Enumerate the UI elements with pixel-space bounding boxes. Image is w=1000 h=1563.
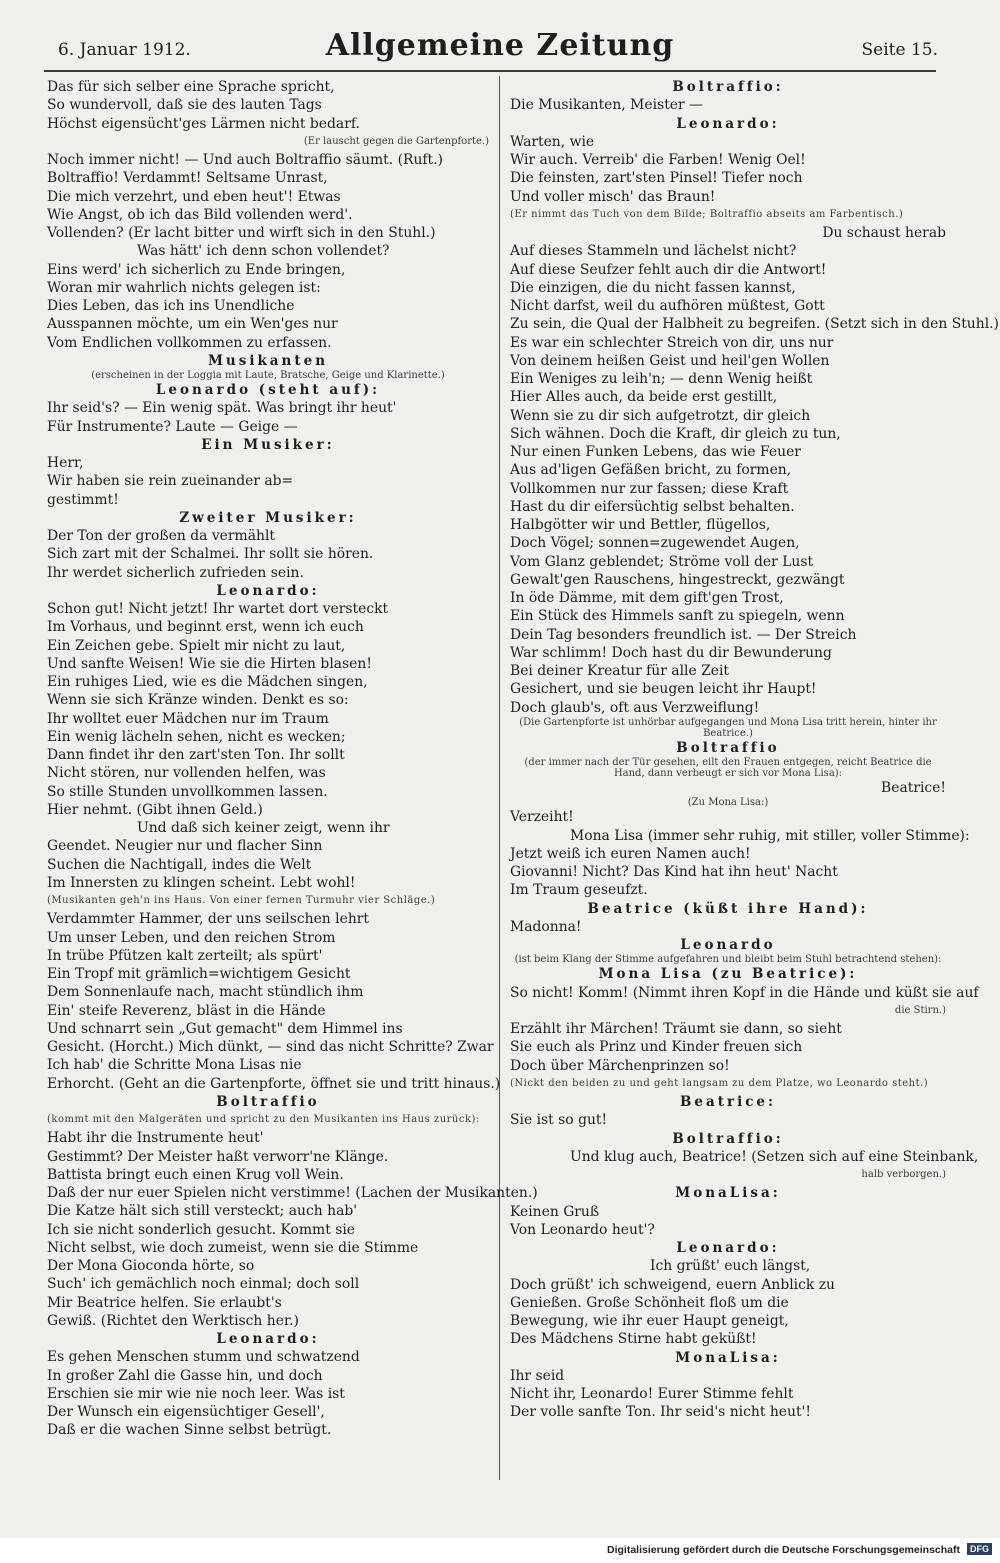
verse-line: Doch grüßt' ich schweigend, euern Anblick zu bbox=[510, 1276, 836, 1293]
verse-line: Hier Alles auch, da beide erst gestillt, bbox=[510, 389, 778, 406]
verse-line: Die mich verzehrt, und eben heut'! Etwas bbox=[47, 188, 341, 205]
verse-line: Nur einen Funken Lebens, das wie Feuer bbox=[510, 444, 801, 460]
verse-line: Keinen Gruß bbox=[510, 1203, 600, 1220]
verse-line: Vom Glanz geblendet; Ströme voll der Lust bbox=[510, 553, 814, 570]
dfg-logo: DFG bbox=[967, 1543, 992, 1555]
verse-line: Auf diese Seufzer fehlt auch dir die Antwort! bbox=[510, 261, 827, 278]
verse-line: In trübe Pfützen kalt zerteilt; als spürt' bbox=[47, 947, 323, 964]
verse-line: Gewiß. (Richtet den Werktisch her.) bbox=[47, 1312, 299, 1329]
verse-line: Ihr werdet sicherlich zufrieden sein. bbox=[47, 564, 304, 581]
verse-line: Und schnarrt sein „Gut gemacht" dem Himmel ins bbox=[47, 1020, 403, 1037]
verse-line: Erhorcht. (Geht an die Gartenpforte, öffnet sie und tritt hinaus.) bbox=[47, 1075, 501, 1092]
verse-line: Im Traum geseufzt. bbox=[510, 882, 648, 899]
verse-line: Ausspannen möchte, um ein Wen'ges nur bbox=[47, 316, 338, 333]
issue-date: 6. Januar 1912. bbox=[58, 40, 191, 60]
verse-line: Daß der nur euer Spielen nicht verstimme! (Lachen der Musikanten.) bbox=[47, 1185, 538, 1201]
verse-line: Nicht darfst, weil du aufhören müßtest, Gott bbox=[510, 298, 825, 314]
verse-line: Der volle sanfte Ton. Ihr seid's nicht heut'! bbox=[510, 1404, 811, 1421]
right-column bbox=[510, 78, 999, 1422]
verse-line: Es war ein schlechter Streich von dir, uns nur bbox=[510, 334, 834, 351]
verse-line: Boltraffio! Verdammt! Seltsame Unrast, bbox=[47, 170, 328, 187]
verse-line: Bewegung, wie ihr euer Haupt geneigt, bbox=[510, 1313, 789, 1329]
verse-line: Habt ihr die Instrumente heut' bbox=[47, 1130, 264, 1147]
verse-line: Zu sein, die Qual der Halbheit zu begreifen. (Setzt sich in den Stuhl.) bbox=[510, 316, 999, 333]
verse-line: Die Musikanten, Meister — bbox=[510, 97, 703, 114]
verse-line: Wenn sie sich Kränze winden. Denkt es so: bbox=[47, 692, 349, 709]
footer-bar bbox=[0, 1538, 1000, 1563]
speaker-name: Boltraffio: bbox=[672, 1130, 784, 1147]
verse-line: Nicht selbst, wie doch zumeist, wenn sie die Stimme bbox=[47, 1239, 419, 1256]
verse-line: gestimmt! bbox=[47, 491, 119, 508]
verse-line: Gestimmt? Der Meister haßt verworr'ne Klänge. bbox=[47, 1148, 389, 1165]
verse-line: Wenn sie zu dir sich aufgetrotzt, dir gleich bbox=[510, 407, 811, 424]
speaker-name: Leonardo bbox=[680, 937, 776, 953]
newspaper-title: Allgemeine Zeitung bbox=[325, 28, 675, 63]
verse-line: Sie ist so gut! bbox=[510, 1112, 608, 1129]
verse-line: So nicht! Komm! (Nimmt ihren Kopf in die Hände und küßt sie auf bbox=[510, 984, 979, 1001]
verse-line: Suchen die Nachtigall, indes die Welt bbox=[47, 856, 312, 873]
verse-line: Vom Endlichen vollkommen zu erfassen. bbox=[47, 334, 332, 351]
stage-direction: die Stirn.) bbox=[894, 1004, 946, 1016]
verse-line: Wir auch. Verreib' die Farben! Wenig Oel! bbox=[510, 152, 806, 168]
speaker-name: Zweiter Musiker: bbox=[179, 509, 357, 526]
speaker-name: Boltraffio bbox=[216, 1093, 320, 1110]
verse-line: Genießen. Große Schönheit floß um die bbox=[510, 1294, 789, 1311]
verse-line: Eins werd' ich sicherlich zu Ende bringen, bbox=[47, 261, 346, 278]
verse-line: Ein' steife Reverenz, bläst in die Hände bbox=[47, 1002, 326, 1019]
verse-line: Gesichert, und sie beugen leicht ihr Haupt! bbox=[510, 681, 817, 698]
verse-line: Was hätt' ich denn schon vollendet? bbox=[137, 243, 390, 260]
verse-line: Such' ich gemächlich noch einmal; doch soll bbox=[47, 1276, 360, 1293]
verse-line: War schlimm! Doch hast du dir Bewunderung bbox=[510, 644, 832, 661]
verse-line: Beatrice! bbox=[881, 780, 946, 796]
verse-line: Daß er die wachen Sinne selbst betrügt. bbox=[47, 1422, 332, 1439]
verse-line: Vollkommen nur zur fassen; diese Kraft bbox=[510, 480, 789, 497]
stage-direction: (Er nimmt das Tuch von dem Bilde; Boltraffio abseits am Farbentisch.) bbox=[510, 208, 904, 220]
verse-line: Schon gut! Nicht jetzt! Ihr wartet dort versteckt bbox=[47, 601, 389, 617]
verse-line: Dies Leben, das ich ins Unendliche bbox=[47, 298, 295, 314]
verse-line: Ein Zeichen gebe. Spielt mir nicht zu laut, bbox=[47, 637, 346, 654]
stage-direction: (Musikanten geh'n ins Haus. Von einer fernen Turmuhr vier Schläge.) bbox=[47, 895, 436, 906]
verse-line: Ihr seid bbox=[510, 1367, 565, 1384]
speaker-name: Boltraffio: bbox=[672, 79, 784, 95]
left-column bbox=[47, 78, 538, 1440]
verse-line: Geendet. Neugier nur und flacher Sinn bbox=[47, 838, 323, 855]
verse-line: Sich wähnen. Doch die Kraft, dir gleich zu tun, bbox=[510, 425, 841, 442]
speaker-name: MonaLisa: bbox=[675, 1349, 781, 1366]
verse-line: Sich zart mit der Schalmei. Ihr sollt sie hören. bbox=[47, 546, 374, 563]
verse-line: Ein ruhiges Lied, wie es die Mädchen singen, bbox=[47, 674, 368, 690]
verse-line: Giovanni! Nicht? Das Kind hat ihn heut' Nacht bbox=[510, 864, 838, 880]
verse-line: Auf dieses Stammeln und lächelst nicht? bbox=[510, 243, 797, 260]
speaker-name: Ein Musiker: bbox=[201, 436, 335, 453]
verse-line: Dein Tag besonders freundlich ist. — Der Streich bbox=[510, 626, 857, 643]
verse-line: Des Mädchens Stirne habt geküßt! bbox=[510, 1331, 757, 1348]
verse-line: Im Vorhaus, und beginnt erst, wenn ich euch bbox=[47, 619, 364, 636]
stage-direction: (Die Gartenpforte ist unhörbar aufgegangen und Mona Lisa tritt herein, hinter ihr Beatrice.) bbox=[519, 716, 937, 739]
verse-line: Vollenden? (Er lacht bitter und wirft sich in den Stuhl.) bbox=[47, 225, 436, 241]
verse-line: Doch Vögel; sonnen=zugewendet Augen, bbox=[510, 535, 800, 552]
stage-direction: halb verborgen.) bbox=[861, 1169, 946, 1180]
speaker-name: Leonardo: bbox=[676, 1240, 780, 1256]
verse-line: Mona Lisa (immer sehr ruhig, mit stiller, voller Stimme): bbox=[570, 827, 970, 844]
verse-line: Verzeiht! bbox=[510, 809, 574, 826]
speaker-name: Beatrice (küßt ihre Hand): bbox=[587, 900, 869, 917]
verse-line: In öde Dämme, mit dem gift'gen Trost, bbox=[510, 590, 784, 606]
verse-line: Und sanfte Weisen! Wie sie die Hirten blasen! bbox=[47, 655, 372, 672]
verse-line: Warten, wie bbox=[510, 133, 595, 150]
verse-line: Ihr seid's? — Ein wenig spät. Was bringt ihr heut' bbox=[47, 400, 397, 417]
verse-line: Das für sich selber eine Sprache spricht, bbox=[47, 79, 335, 95]
stage-direction: (der immer nach der Tür gesehen, eilt den Frauen entgegen, reicht Beatrice die Hand, dann verbeugt er sich vor Mona Lisa): bbox=[524, 757, 932, 779]
verse-line: Ich grüßt' euch längst, bbox=[650, 1258, 811, 1275]
verse-line: Verdammter Hammer, der uns seilschen lehrt bbox=[47, 911, 369, 928]
speaker-name: Mona Lisa (zu Beatrice): bbox=[598, 966, 858, 983]
verse-line: Die feinsten, zart'sten Pinsel! Tiefer noch bbox=[510, 170, 803, 187]
verse-line: Ich hab' die Schritte Mona Lisas nie bbox=[47, 1057, 302, 1074]
speaker-name: Musikanten bbox=[207, 352, 329, 369]
stage-direction: (Er lauscht gegen die Gartenpforte.) bbox=[303, 135, 489, 147]
verse-line: Um unser Leben, und den reichen Strom bbox=[47, 929, 336, 946]
verse-line: Wie Angst, ob ich das Bild vollenden werd'. bbox=[47, 206, 353, 223]
verse-line: Der Mona Gioconda hörte, so bbox=[47, 1258, 255, 1274]
verse-line: Höchst eigensücht'ges Lärmen nicht bedarf. bbox=[47, 115, 360, 132]
verse-line: Bei deiner Kreatur für alle Zeit bbox=[510, 663, 730, 679]
column-divider bbox=[499, 76, 500, 1480]
stage-direction: (Nickt den beiden zu und geht langsam zu dem Platze, wo Leonardo steht.) bbox=[510, 1077, 929, 1089]
stage-direction: (kommt mit den Malgeräten und spricht zu den Musikanten ins Haus zurück): bbox=[47, 1114, 480, 1125]
page-header bbox=[0, 0, 1000, 80]
verse-line: Wir haben sie rein zueinander ab= bbox=[47, 473, 294, 490]
header-rule bbox=[44, 70, 936, 72]
verse-line: Der Ton der großen da vermählt bbox=[47, 528, 275, 544]
speaker-name: Leonardo: bbox=[676, 115, 780, 132]
verse-line: Ein Weniges zu leih'n; — denn Wenig heißt bbox=[510, 371, 813, 387]
verse-line: Und klug auch, Beatrice! (Setzen sich auf eine Steinbank, bbox=[570, 1148, 979, 1165]
verse-line: Erzählt ihr Märchen! Träumt sie dann, so sieht bbox=[510, 1021, 842, 1037]
verse-line: Hier nehmt. (Gibt ihnen Geld.) bbox=[47, 801, 263, 818]
stage-direction: (ist beim Klang der Stimme aufgefahren und bleibt beim Stuhl betrachtend stehen): bbox=[514, 954, 942, 966]
verse-line: Du schaust herab bbox=[822, 225, 946, 241]
speaker-name: Leonardo (steht auf): bbox=[155, 382, 381, 398]
verse-line: So wundervoll, daß sie des lauten Tags bbox=[47, 97, 322, 114]
verse-line: Herr, bbox=[47, 455, 84, 471]
speaker-name: Beatrice: bbox=[679, 1094, 777, 1110]
verse-line: Dann findet ihr den zart'sten Ton. Ihr sollt bbox=[47, 747, 345, 763]
verse-line: In großer Zahl die Gasse hin, und doch bbox=[47, 1367, 323, 1384]
verse-line: Noch immer nicht! — Und auch Boltraffio säumt. (Ruft.) bbox=[47, 152, 443, 168]
stage-direction: (erscheinen in der Loggia mit Laute, Bratsche, Geige und Klarinette.) bbox=[91, 370, 445, 381]
verse-line: Die Katze hält sich still versteckt; auch hab' bbox=[47, 1203, 358, 1220]
verse-line: Erschien sie mir wie nie noch leer. Was ist bbox=[47, 1385, 345, 1402]
verse-line: Der Wunsch ein eigensüchtiger Gesell', bbox=[47, 1404, 325, 1420]
funding-note: Digitalisierung gefördert durch die Deutsche Forschungsgemeinschaft bbox=[607, 1544, 960, 1556]
verse-line: Hast du dir eifersüchtig selbst behalten. bbox=[510, 498, 795, 515]
verse-line: Doch glaub's, oft aus Verzweiflung! bbox=[510, 699, 760, 716]
verse-line: Nicht stören, nur vollenden helfen, was bbox=[47, 765, 326, 782]
verse-line: Aus ad'ligen Gefäßen bricht, zu formen, bbox=[510, 462, 792, 479]
verse-line: Ein Stück des Himmels sanft zu spiegeln, wenn bbox=[510, 608, 845, 625]
verse-line: Im Innersten zu klingen scheint. Lebt wohl! bbox=[47, 874, 356, 891]
verse-line: Woran mir wahrlich nichts gelegen ist: bbox=[47, 279, 321, 296]
verse-line: Gewalt'gen Rauschens, hingestreckt, gezwängt bbox=[510, 571, 845, 588]
verse-line: Doch über Märchenprinzen so! bbox=[510, 1057, 730, 1074]
verse-line: Jetzt weiß ich euren Namen auch! bbox=[510, 845, 751, 862]
verse-line: Ein Tropf mit grämlich=wichtigem Gesicht bbox=[47, 966, 351, 982]
speaker-name: Boltraffio bbox=[676, 739, 780, 756]
verse-line: Von deinem heißen Geist und heil'gen Wollen bbox=[510, 352, 830, 369]
verse-line: Ich sie nicht sonderlich gesucht. Kommt sie bbox=[47, 1221, 355, 1238]
verse-line: Madonna! bbox=[510, 918, 582, 935]
verse-line: Dem Sonnenlaufe nach, macht stündlich ihm bbox=[47, 984, 364, 1001]
verse-line: Und daß sich keiner zeigt, wenn ihr bbox=[137, 820, 390, 836]
verse-line: Ein wenig lächeln sehen, nicht es wecken; bbox=[47, 728, 346, 745]
stage-direction: (Zu Mona Lisa:) bbox=[687, 797, 769, 809]
verse-line: Gesicht. (Horcht.) Mich dünkt, — sind das nicht Schritte? Zwar bbox=[47, 1039, 494, 1055]
verse-line: Halbgötter wir und Bettler, flügellos, bbox=[510, 517, 771, 533]
page-number: Seite 15. bbox=[861, 40, 938, 60]
verse-line: So stille Stunden unvollkommen lassen. bbox=[47, 783, 328, 800]
speaker-name: Leonardo: bbox=[216, 582, 320, 599]
verse-line: Sie euch als Prinz und Kinder freuen sich bbox=[510, 1039, 803, 1056]
verse-line: Ihr wolltet euer Mädchen nur im Traum bbox=[47, 710, 329, 727]
verse-line: Und voller misch' das Braun! bbox=[510, 188, 716, 205]
speaker-name: Leonardo: bbox=[216, 1331, 320, 1347]
verse-line: Es gehen Menschen stumm und schwatzend bbox=[47, 1349, 360, 1366]
verse-line: Die einzigen, die du nicht fassen kannst, bbox=[510, 279, 796, 296]
verse-line: Für Instrumente? Laute — Geige — bbox=[47, 418, 298, 435]
verse-line: Nicht ihr, Leonardo! Eurer Stimme fehlt bbox=[510, 1386, 794, 1402]
speaker-name: MonaLisa: bbox=[675, 1185, 781, 1202]
verse-line: Mir Beatrice helfen. Sie erlaubt's bbox=[47, 1294, 282, 1311]
verse-line: Von Leonardo heut'? bbox=[510, 1221, 655, 1238]
verse-line: Battista bringt euch einen Krug voll Wein. bbox=[47, 1166, 344, 1183]
